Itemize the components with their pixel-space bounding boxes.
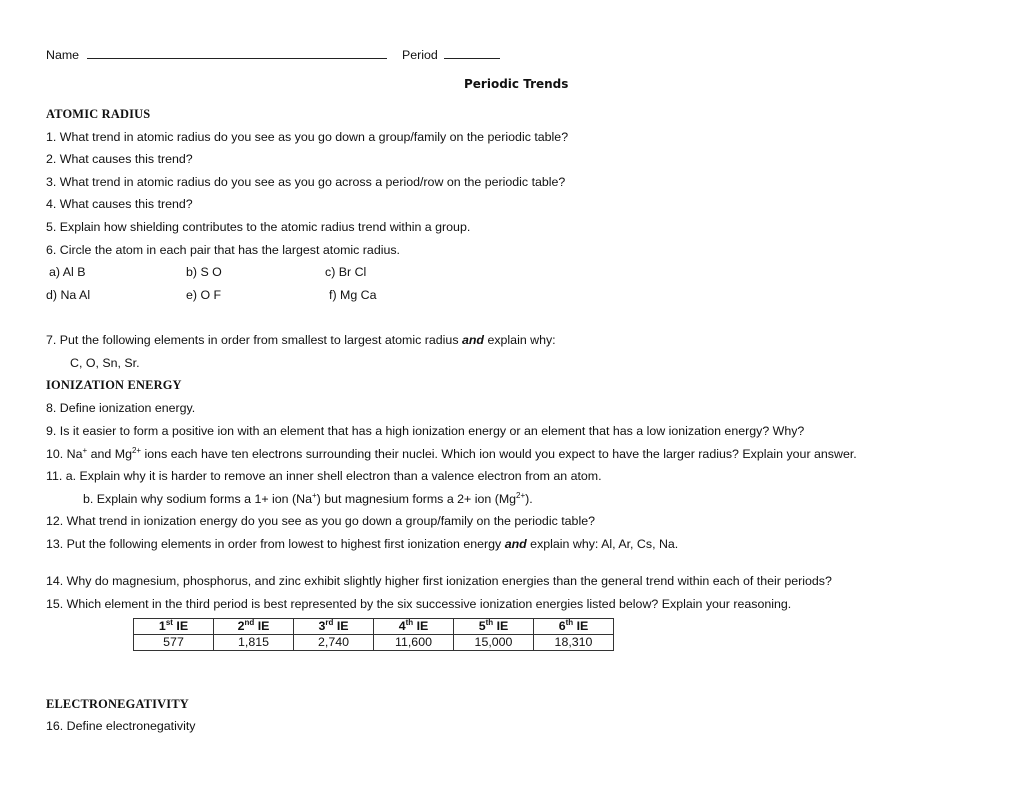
ie-value-5: 15,000 xyxy=(454,635,534,651)
question-10-c: ions each have ten electrons surrounding their nuclei. Which ion would you expect to have the larger radius? Explain your answer. xyxy=(141,447,857,461)
header-label: IE xyxy=(573,619,589,633)
question-7-end: explain why: xyxy=(484,333,556,347)
ionization-energy-table xyxy=(133,618,614,651)
header-sup: st xyxy=(165,618,173,627)
table-row xyxy=(134,635,614,651)
pair-c: c) Br Cl xyxy=(325,265,367,279)
question-15: 15. Which element in the third period is best represented by the six successive ionization energies listed below? Explain your reasoning. xyxy=(46,597,792,611)
section-heading-ionization-energy: IONIZATION ENERGY xyxy=(46,378,182,392)
header-3rd-ie xyxy=(294,619,374,635)
question-13-text: 13. Put the following elements in order from lowest to highest first ionization energy xyxy=(46,537,505,551)
header-sup: nd xyxy=(244,618,255,627)
header-4th-ie xyxy=(374,619,454,635)
ie-value-6: 18,310 xyxy=(534,635,614,651)
question-10-sup-1: + xyxy=(82,446,88,455)
header-label: IE xyxy=(493,619,509,633)
question-11b-c: ). xyxy=(525,492,533,506)
header-label: IE xyxy=(172,619,189,633)
question-10-a: 10. Na xyxy=(46,447,83,461)
question-11b xyxy=(83,492,533,507)
question-16: 16. Define electronegativity xyxy=(46,719,196,733)
period-line xyxy=(402,47,500,63)
pair-b: b) S O xyxy=(186,265,222,279)
header-1st-ie xyxy=(134,619,214,635)
header-num: 5 xyxy=(478,619,486,633)
question-13-emphasis: and xyxy=(504,537,527,551)
header-num: 1 xyxy=(158,619,166,633)
question-14: 14. Why do magnesium, phosphorus, and zinc exhibit slightly higher first ionization energies than the general trend within each of their periods? xyxy=(46,574,832,588)
header-6th-ie xyxy=(534,619,614,635)
header-label: IE xyxy=(413,619,429,633)
question-9: 9. Is it easier to form a positive ion with an element that has a high ionization energy or an element that has a low ionization energy? Why? xyxy=(46,424,805,438)
question-7 xyxy=(46,333,556,348)
header-label: IE xyxy=(254,619,270,633)
header-sup: rd xyxy=(325,618,334,627)
question-12: 12. What trend in ionization energy do you see as you go down a group/family on the periodic table? xyxy=(46,514,595,528)
question-13 xyxy=(46,537,678,552)
question-7-emphasis: and xyxy=(461,333,484,347)
question-2: 2. What causes this trend? xyxy=(46,152,193,166)
ie-value-4: 11,600 xyxy=(374,635,454,651)
header-num: 6 xyxy=(558,619,566,633)
question-11b-sup-1: + xyxy=(312,491,317,500)
question-11a: 11. a. Explain why it is harder to remove an inner shell electron than a valence electron from an atom. xyxy=(46,469,602,483)
section-heading-electronegativity: ELECTRONEGATIVITY xyxy=(46,697,189,711)
question-13-end: explain why: Al, Ar, Cs, Na. xyxy=(526,537,679,551)
question-10-sup-2: 2+ xyxy=(131,446,142,455)
pair-a: a) Al B xyxy=(49,265,86,279)
header-label: IE xyxy=(333,619,349,633)
section-heading-atomic-radius: ATOMIC RADIUS xyxy=(46,107,151,121)
name-line xyxy=(46,47,387,63)
table-header-row xyxy=(134,619,614,635)
question-7-list: C, O, Sn, Sr. xyxy=(70,356,140,370)
question-8: 8. Define ionization energy. xyxy=(46,401,196,415)
header-num: 2 xyxy=(237,619,245,633)
pair-f: f) Mg Ca xyxy=(329,288,377,302)
name-blank[interactable] xyxy=(87,47,387,59)
pair-e: e) O F xyxy=(186,288,222,302)
header-sup: th xyxy=(485,618,494,627)
pair-d: d) Na Al xyxy=(46,288,91,302)
header-num: 4 xyxy=(398,619,406,633)
question-10 xyxy=(46,447,857,462)
header-num: 3 xyxy=(318,619,326,633)
ie-value-1: 577 xyxy=(134,635,214,651)
question-11b-sup-2: 2+ xyxy=(516,491,526,500)
question-4: 4. What causes this trend? xyxy=(46,197,193,211)
header-5th-ie xyxy=(454,619,534,635)
header-sup: th xyxy=(405,618,414,627)
question-5: 5. Explain how shielding contributes to the atomic radius trend within a group. xyxy=(46,220,471,234)
period-blank[interactable] xyxy=(444,47,500,59)
header-sup: th xyxy=(565,618,574,627)
name-label: Name xyxy=(46,48,80,62)
question-11b-b: ) but magnesium forms a 2+ ion (Mg xyxy=(316,492,517,506)
question-11b-a: b. Explain why sodium forms a 1+ ion (Na xyxy=(83,492,312,506)
page-title: Periodic Trends xyxy=(464,77,569,91)
header-2nd-ie xyxy=(214,619,294,635)
question-10-b: and Mg xyxy=(87,447,132,461)
ie-value-2: 1,815 xyxy=(214,635,294,651)
question-1: 1. What trend in atomic radius do you see as you go down a group/family on the periodic table? xyxy=(46,130,569,144)
question-7-text: 7. Put the following elements in order from smallest to largest atomic radius xyxy=(46,333,462,347)
question-6: 6. Circle the atom in each pair that has the largest atomic radius. xyxy=(46,243,400,257)
ie-value-3: 2,740 xyxy=(294,635,374,651)
period-label: Period xyxy=(402,48,438,62)
question-3: 3. What trend in atomic radius do you see as you go across a period/row on the periodic table? xyxy=(46,175,566,189)
